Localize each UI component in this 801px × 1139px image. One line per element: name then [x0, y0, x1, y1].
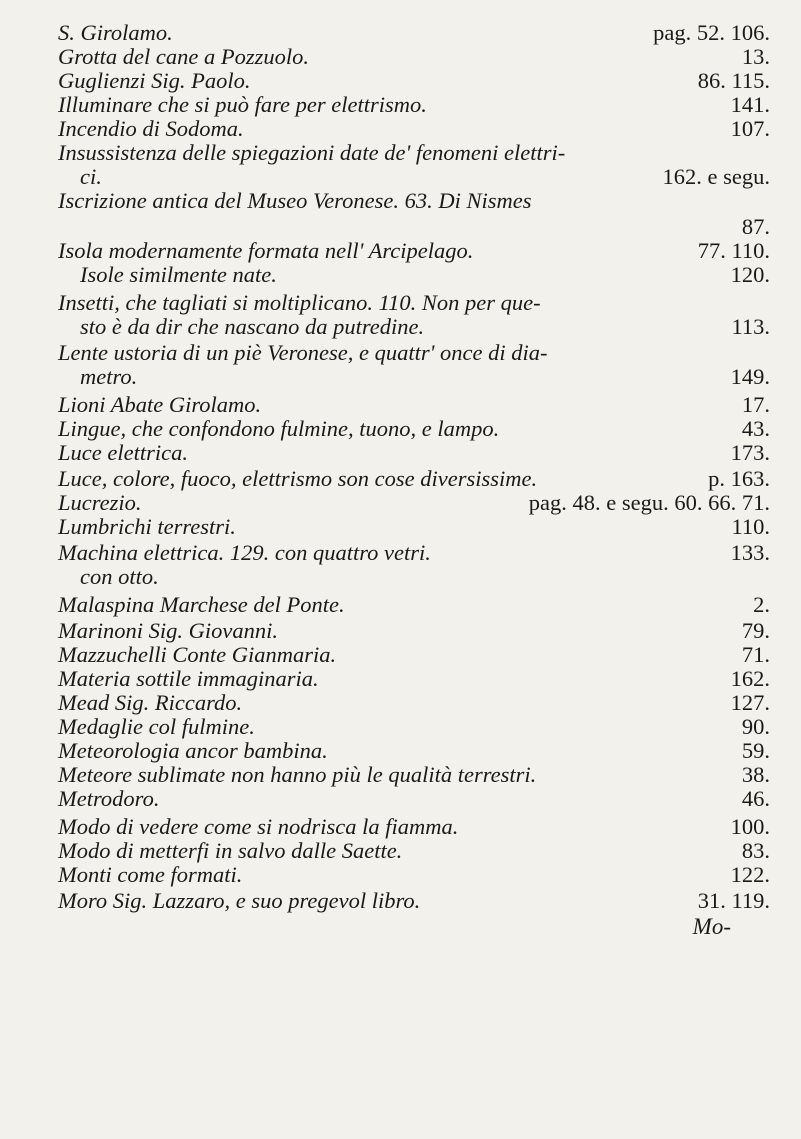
index-entry — [58, 68, 770, 94]
entry-pages: 162. e segu. — [662, 164, 770, 189]
entry-pages: 59. — [741, 738, 770, 763]
catchword: Mo- — [692, 914, 731, 939]
index-entry — [58, 238, 770, 264]
index-entry — [58, 714, 770, 740]
entry-text: Grotta del cane a Pozzuolo. — [58, 44, 310, 69]
entry-text: Isole similmente nate. — [80, 262, 277, 287]
entry-text: Metrodoro. — [58, 786, 160, 811]
entry-pages: 149. — [730, 364, 770, 389]
index-entry — [58, 466, 770, 492]
entry-pages: 133. — [730, 540, 770, 565]
entry-pages: 79. — [741, 618, 770, 643]
entry-pages: 17. — [741, 392, 770, 417]
entry-pages: p. 163. — [708, 466, 770, 491]
entry-pages: pag. 48. e segu. 60. 66. 71. — [528, 490, 770, 515]
entry-pages: 127. — [730, 690, 770, 715]
index-entry — [58, 416, 770, 442]
entry-text: sto è da dir che nascano da putredine. — [80, 314, 425, 339]
entry-text: Moro Sig. Lazzaro, e suo pregevol libro. — [58, 888, 421, 913]
entry-text: Meteore sublimate non hanno più le qualità terrestri. — [58, 762, 537, 787]
entry-text: Isola modernamente formata nell' Arcipelago. — [58, 238, 474, 263]
entry-text: Lumbrichi terrestri. — [58, 514, 236, 539]
entry-text: ci. — [80, 164, 102, 189]
index-entry — [58, 838, 770, 864]
entry-pages: 38. — [741, 762, 770, 787]
entry-pages: 2. — [753, 592, 770, 617]
index-entry — [58, 540, 770, 566]
entry-text: Lioni Abate Girolamo. — [58, 392, 262, 417]
index-entry — [80, 262, 770, 288]
index-entry — [58, 786, 770, 812]
entry-text: Lucrezio. — [58, 490, 142, 515]
entry-pages: 46. — [741, 786, 770, 811]
index-entry — [58, 690, 770, 716]
entry-text: Mead Sig. Riccardo. — [58, 690, 243, 715]
index-entry — [58, 392, 770, 418]
entry-pages: 110. — [731, 514, 770, 539]
entry-pages: pag. 52. 106. — [653, 20, 770, 45]
entry-text: Luce elettrica. — [58, 440, 188, 465]
entry-text: Monti come formati. — [58, 862, 243, 887]
entry-text: Lente ustoria di un piè Veronese, e quattr' once di dia- — [58, 340, 548, 365]
index-entry — [80, 564, 770, 590]
index-entry — [58, 862, 770, 888]
entry-pages: 162. — [730, 666, 770, 691]
index-entry — [58, 290, 770, 316]
entry-text: Insussistenza delle spiegazioni date de' fenomeni elettri- — [58, 140, 566, 165]
entry-pages: 83. — [741, 838, 770, 863]
entry-text: con otto. — [80, 564, 159, 589]
index-entry — [58, 888, 770, 914]
entry-pages: 100. — [730, 814, 770, 839]
index-entry — [58, 44, 770, 70]
entry-text: metro. — [80, 364, 138, 389]
index-entry — [58, 20, 770, 46]
entry-pages: 120. — [730, 262, 770, 287]
entry-text: Illuminare che si può fare per elettrismo. — [58, 92, 427, 117]
entry-pages: 141. — [730, 92, 770, 117]
entry-pages: 77. 110. — [697, 238, 770, 263]
entry-text: S. Girolamo. — [58, 20, 173, 45]
index-entry — [58, 642, 770, 668]
entry-pages: 107. — [730, 116, 770, 141]
entry-text: Materia sottile immaginaria. — [58, 666, 319, 691]
entry-text: Luce, colore, fuoco, elettrismo son cose diversissime. — [58, 466, 538, 491]
index-entry — [58, 116, 770, 142]
entry-text: Meteorologia ancor bambina. — [58, 738, 328, 763]
entry-text: Lingue, che confondono fulmine, tuono, e lampo. — [58, 416, 500, 441]
index-entry — [58, 592, 770, 618]
entry-text: Iscrizione antica del Museo Veronese. 63. Di Nismes — [58, 188, 532, 213]
index-entry — [80, 164, 770, 190]
entry-pages: 113. — [731, 314, 770, 339]
entry-text: Guglienzi Sig. Paolo. — [58, 68, 251, 93]
entry-pages: 31. 119. — [697, 888, 770, 913]
entry-pages: 122. — [730, 862, 770, 887]
index-entry — [58, 618, 770, 644]
entry-text: Malaspina Marchese del Ponte. — [58, 592, 345, 617]
entry-pages: 43. — [741, 416, 770, 441]
entry-text: Insetti, che tagliati si moltiplicano. 110. Non per que- — [58, 290, 541, 315]
entry-text: Marinoni Sig. Giovanni. — [58, 618, 278, 643]
entry-pages: 173. — [730, 440, 770, 465]
entry-text: Modo di vedere come si nodrisca la fiamma. — [58, 814, 459, 839]
index-entry — [58, 738, 770, 764]
index-entry — [58, 340, 770, 366]
entry-text: Machina elettrica. 129. con quattro vetri. — [58, 540, 431, 565]
index-entry — [58, 92, 770, 118]
entry-text: Medaglie col fulmine. — [58, 714, 255, 739]
index-entry — [58, 814, 770, 840]
index-entry — [58, 490, 770, 516]
index-entry — [80, 314, 770, 340]
entry-pages: 90. — [741, 714, 770, 739]
index-entry — [58, 514, 770, 540]
index-entry — [58, 762, 770, 788]
index-entry — [58, 140, 770, 166]
entry-pages: 71. — [741, 642, 770, 667]
index-entry — [58, 666, 770, 692]
entry-pages: 13. — [741, 44, 770, 69]
entry-text: Incendio di Sodoma. — [58, 116, 244, 141]
entry-pages: 87. — [741, 214, 770, 239]
entry-pages: 86. 115. — [697, 68, 770, 93]
index-entry — [58, 440, 770, 466]
entry-text: Mazzuchelli Conte Gianmaria. — [58, 642, 337, 667]
entry-text: Modo di metterfi in salvo dalle Saette. — [58, 838, 403, 863]
index-entry — [58, 188, 770, 214]
index-entry — [80, 364, 770, 390]
